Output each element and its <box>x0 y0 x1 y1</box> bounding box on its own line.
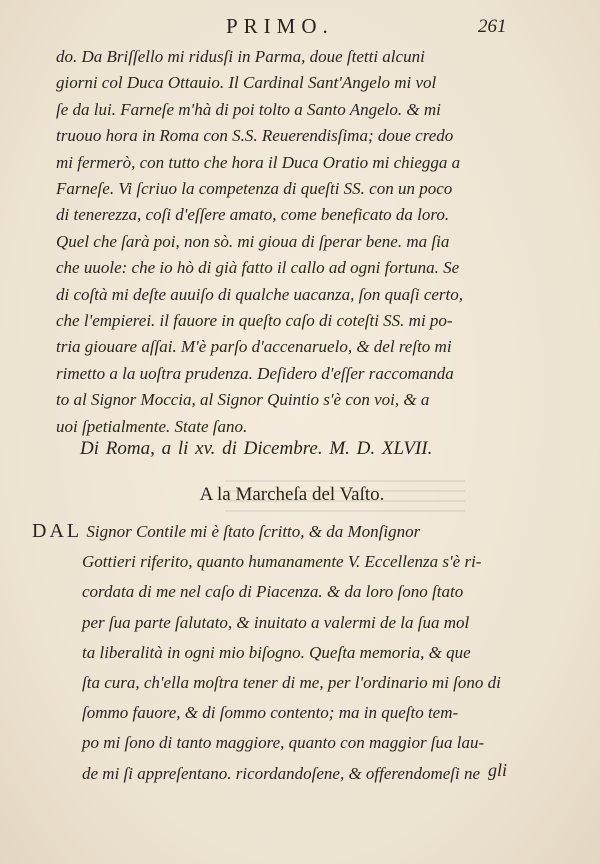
text-line: po mi ſono di tanto maggiore, quanto con maggior ſua lau- <box>82 733 485 753</box>
text-line: tria giouare aſſai. M'è parſo d'accenaruelo, & del reſto mi <box>56 337 452 357</box>
new-letter <box>32 516 532 789</box>
text-line: ſe da lui. Farneſe m'hà di poi tolto a Santo Angelo. & mi <box>56 99 441 119</box>
letter-continuation <box>56 44 526 440</box>
text-line: di coſtà mi deſte auuiſo di qualche uacanza, ſon quaſi certo, <box>56 284 463 304</box>
text-line: de mi ſi appreſentano. ricordandoſene, & offerendomeſi ne <box>82 763 481 783</box>
drop-cap: DAL <box>32 520 83 542</box>
text-line: per ſua parte ſalutato, & inuitato a valermi de la ſua mol <box>82 612 470 632</box>
text-line: rimetto a la uoſtra prudenza. Deſidero d'eſſer raccomanda <box>56 363 454 383</box>
text-line: cordata di me nel caſo di Piacenza. & da loro ſono ſtato <box>82 582 464 602</box>
page-number: 261 <box>478 16 507 37</box>
text-line <box>32 516 532 547</box>
text-line: truouo hora in Roma con S.S. Reuerendisſima; doue credo <box>56 126 454 146</box>
text-line: to al Signor Moccia, al Signor Quintio s'è con voi, & a <box>56 390 430 410</box>
running-head-title: PRIMO. <box>226 14 334 38</box>
text-line: Quel che ſarà poi, non sò. mi gioua di ſperar bene. ma ſia <box>56 231 450 251</box>
text-line: do. Da Briſſello mi ridusſi in Parma, doue ſtetti alcuni <box>56 47 425 66</box>
text-line: che uuole: che io hò di già fatto il callo ad ogni fortuna. Se <box>56 258 460 278</box>
text-line: di tenerezza, coſi d'eſſere amato, come beneficato da loro. <box>56 205 450 225</box>
text-line: ſta cura, ch'ella moſtra tener di me, per l'ordinario mi ſono di <box>82 673 501 693</box>
running-head <box>0 14 600 44</box>
text-line: uoi ſpetialmente. State ſano. <box>56 416 248 436</box>
text-line-content: Signor Contile mi è ſtato ſcritto, & da Monſignor <box>86 522 421 541</box>
letter-signoff: Di Roma, a li xv. di Dicembre. M. D. XLVII. <box>80 438 433 459</box>
text-line: mi fermerò, con tutto che hora il Duca Oratio mi chiegga a <box>56 152 461 172</box>
letter-heading <box>0 484 600 506</box>
catchword: gli <box>488 760 508 780</box>
text-line: giorni col Duca Ottauio. Il Cardinal Sant'Angelo mi vol <box>56 73 437 93</box>
text-line: ta liberalità in ogni mio biſogno. Queſta memoria, & que <box>82 642 471 662</box>
text-line: Gottieri riferito, quanto humanamente V. Eccellenza s'è ri- <box>82 552 482 572</box>
text-line: Farneſe. Vi ſcriuo la competenza di queſti SS. con un poco <box>56 179 453 199</box>
text-line: ſommo fauore, & di ſommo contento; ma in queſto tem- <box>82 703 459 723</box>
letter-heading-text: A la Marcheſa del Vaſto. <box>199 484 385 505</box>
text-line: che l'empierei. il fauore in queſto caſo di coteſti SS. mi po- <box>56 311 453 331</box>
